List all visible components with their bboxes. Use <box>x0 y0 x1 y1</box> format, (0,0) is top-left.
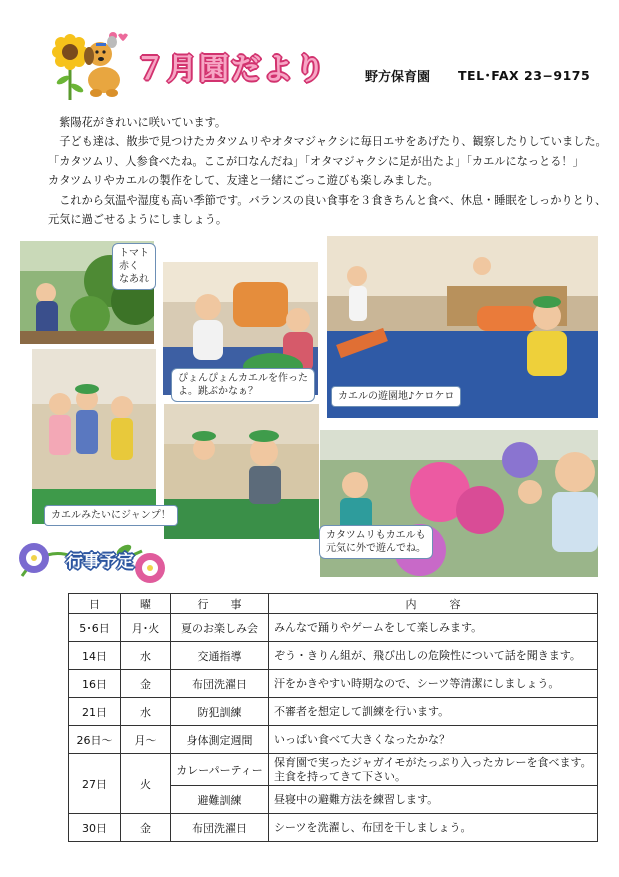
cell-event: 防犯訓練 <box>171 698 269 726</box>
table-row <box>69 698 598 726</box>
cell-day: 21日 <box>69 698 121 726</box>
org-name: 野方保育園 <box>365 70 431 85</box>
cell-event: 布団洗濯日 <box>171 670 269 698</box>
caption-line: トマト <box>119 248 149 259</box>
table-row <box>69 754 598 786</box>
sunflower-dog-illustration <box>52 30 128 102</box>
intro-line: 子ども達は、散歩で見つけたカタツムリやオタマジャクシに毎日エサをあげたり、観察したりしていました。 <box>48 135 607 149</box>
cell-day: 27日 <box>69 754 121 814</box>
col-header-day: 日 <box>69 594 121 614</box>
col-header-weekday: 曜 <box>121 594 171 614</box>
photo-frog-crawl <box>164 404 319 539</box>
cell-content: ぞう・きりん組が、飛び出しの危険性について話を聞きます。 <box>269 642 598 670</box>
cell-event: 布団洗濯日 <box>171 814 269 842</box>
cell-content: 保育園で実ったジャガイモがたっぷり入ったカレーを食べます。主食を持ってきて下さい。 <box>269 754 598 786</box>
photo-frog-jump <box>32 349 156 524</box>
intro-text <box>48 113 608 229</box>
intro-line: カタツムリやカエルの製作をして、友達と一緒にごっこ遊びも楽しみました。 <box>48 174 439 188</box>
newsletter-title: ７月園だより <box>135 52 327 87</box>
intro-line: 「カタツムリ、人参食べたね。ここが口なんだね」「オタマジャクシに足が出たよ」「カエルになっとる！」 <box>48 154 584 168</box>
table-header-row <box>69 594 598 614</box>
cell-event: 夏のお楽しみ会 <box>171 614 269 642</box>
caption-jump: カエルみたいにジャンプ！ <box>44 505 178 526</box>
intro-line: 紫陽花がきれいに咲いています。 <box>48 116 227 129</box>
table-row <box>69 726 598 754</box>
schedule-table <box>68 593 598 842</box>
cell-weekday: 水 <box>121 698 171 726</box>
table-row <box>69 670 598 698</box>
cell-day: 26日〜 <box>69 726 121 754</box>
cell-weekday: 水 <box>121 642 171 670</box>
cell-weekday: 金 <box>121 670 171 698</box>
caption-line: カタツムリもカエルも <box>326 530 426 541</box>
caption-line: なあれ <box>119 274 149 285</box>
col-header-event: 行 事 <box>171 594 269 614</box>
cell-content: 汗をかきやすい時期なので、シーツ等清潔にしましょう。 <box>269 670 598 698</box>
cell-event: 避難訓練 <box>171 786 269 814</box>
cell-weekday: 月･火 <box>121 614 171 642</box>
cell-weekday: 月〜 <box>121 726 171 754</box>
caption-snail <box>319 525 433 559</box>
caption-line: ぴょんぴょんカエルを作った <box>178 373 308 384</box>
caption-line: 元気に外で遊んでね。 <box>326 543 426 554</box>
cell-event: 身体測定週間 <box>171 726 269 754</box>
caption-line: 赤く <box>119 261 139 272</box>
caption-frog-park: カエルの遊園地♪ケロケロ <box>331 386 461 407</box>
caption-line: よ。跳ぶかなぁ？ <box>178 386 258 397</box>
cell-day: 16日 <box>69 670 121 698</box>
table-row <box>69 642 598 670</box>
cell-content: シーツを洗濯し、布団を干しましょう。 <box>269 814 598 842</box>
cell-content: みんなで踊りやゲームをして楽しみます。 <box>269 614 598 642</box>
cell-content: いっぱい食べて大きくなったかな？ <box>269 726 598 754</box>
table-row <box>69 814 598 842</box>
cell-event: カレーパーティー <box>171 754 269 786</box>
cell-content: 昼寝中の避難方法を練習します。 <box>269 786 598 814</box>
table-row <box>69 614 598 642</box>
events-heading: 行事予定 <box>66 552 134 572</box>
caption-frog-made <box>171 368 315 402</box>
intro-line: 元気に過ごせるようにしましょう。 <box>48 213 228 227</box>
cell-day: 14日 <box>69 642 121 670</box>
col-header-content: 内 容 <box>269 594 598 614</box>
caption-tomato <box>112 243 156 290</box>
intro-line: これから気温や湿度も高い季節です。バランスの良い食事を３食きちんと食べ、休息・睡眠をしっかりとり、 <box>48 193 607 207</box>
cell-weekday: 金 <box>121 814 171 842</box>
cell-weekday: 火 <box>121 754 171 814</box>
cell-event: 交通指導 <box>171 642 269 670</box>
cell-content: 不審者を想定して訓練を行います。 <box>269 698 598 726</box>
cell-day: 5･6日 <box>69 614 121 642</box>
tel-fax: TEL･FAX 23−9175 <box>458 68 591 83</box>
cell-day: 30日 <box>69 814 121 842</box>
